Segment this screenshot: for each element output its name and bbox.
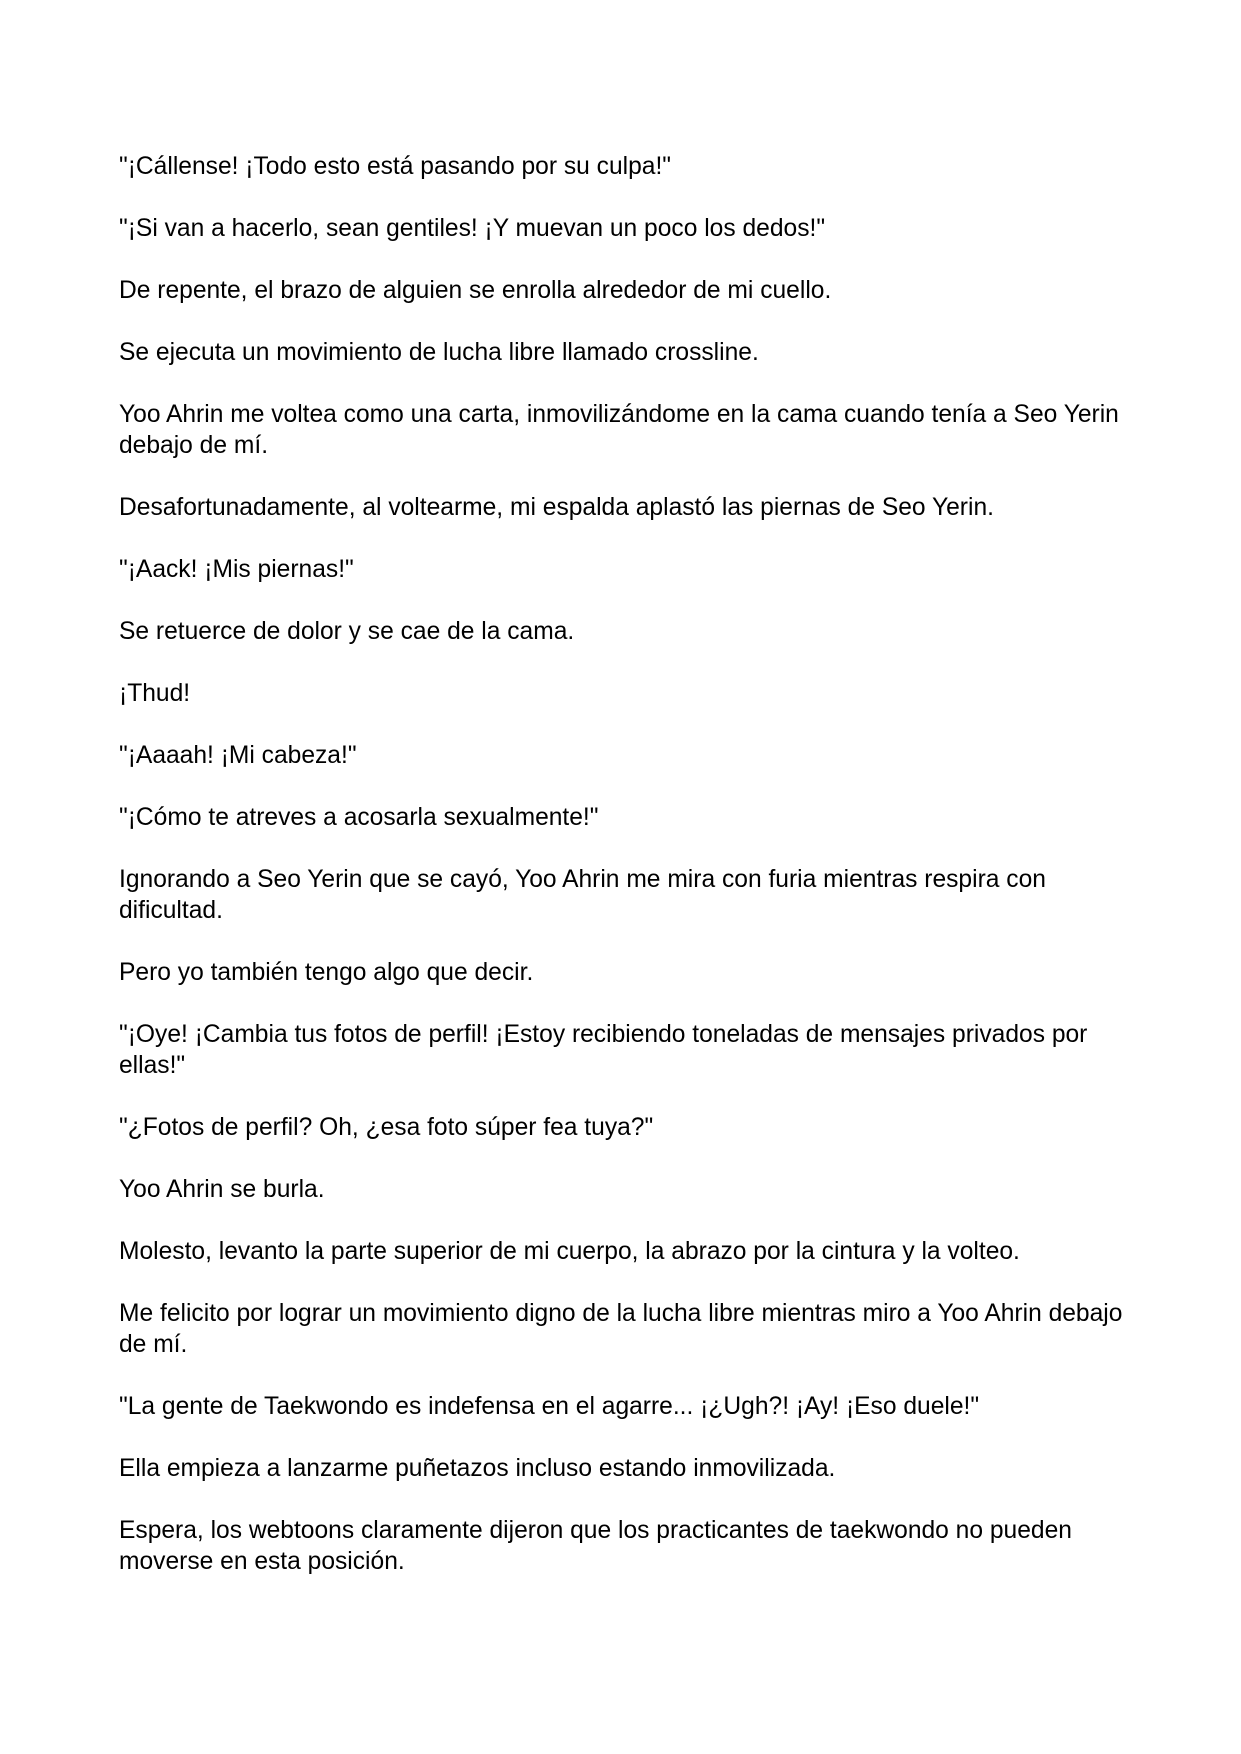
paragraph: "¡Si van a hacerlo, sean gentiles! ¡Y muevan un poco los dedos!": [119, 215, 826, 242]
paragraph: Espera, los webtoons claramente dijeron que los practicantes de taekwondo no pueden moverse en esta posición.: [119, 1517, 1072, 1575]
paragraph: Pero yo también tengo algo que decir.: [119, 959, 534, 986]
paragraph: Desafortunadamente, al voltearme, mi espalda aplastó las piernas de Seo Yerin.: [119, 494, 994, 521]
paragraph: Molesto, levanto la parte superior de mi cuerpo, la abrazo por la cintura y la volteo.: [119, 1238, 1020, 1265]
paragraph: "¡Aack! ¡Mis piernas!": [119, 556, 354, 583]
paragraph: "¿Fotos de perfil? Oh, ¿esa foto súper fea tuya?": [119, 1114, 654, 1141]
paragraph: "¡Cállense! ¡Todo esto está pasando por su culpa!": [119, 153, 672, 180]
paragraph: Yoo Ahrin se burla.: [119, 1176, 325, 1203]
paragraph: "La gente de Taekwondo es indefensa en el agarre... ¡¿Ugh?! ¡Ay! ¡Eso duele!": [119, 1393, 980, 1420]
paragraph: De repente, el brazo de alguien se enrolla alrededor de mi cuello.: [119, 277, 832, 304]
paragraph: Ella empieza a lanzarme puñetazos incluso estando inmovilizada.: [119, 1455, 836, 1482]
paragraph: "¡Cómo te atreves a acosarla sexualmente!": [119, 804, 599, 831]
paragraph: Se retuerce de dolor y se cae de la cama.: [119, 618, 575, 645]
paragraph: ¡Thud!: [119, 680, 191, 707]
paragraph: Se ejecuta un movimiento de lucha libre llamado crossline.: [119, 339, 759, 366]
paragraph: "¡Aaaah! ¡Mi cabeza!": [119, 742, 357, 769]
paragraph: Me felicito por lograr un movimiento digno de la lucha libre mientras miro a Yoo Ahrin debajo de mí.: [119, 1300, 1123, 1358]
paragraph: "¡Oye! ¡Cambia tus fotos de perfil! ¡Estoy recibiendo toneladas de mensajes privados por ellas!": [119, 1021, 1088, 1079]
paragraph: Yoo Ahrin me voltea como una carta, inmovilizándome en la cama cuando tenía a Seo Yerin debajo de mí.: [119, 401, 1119, 459]
paragraph: Ignorando a Seo Yerin que se cayó, Yoo Ahrin me mira con furia mientras respira con dificultad.: [119, 866, 1046, 924]
